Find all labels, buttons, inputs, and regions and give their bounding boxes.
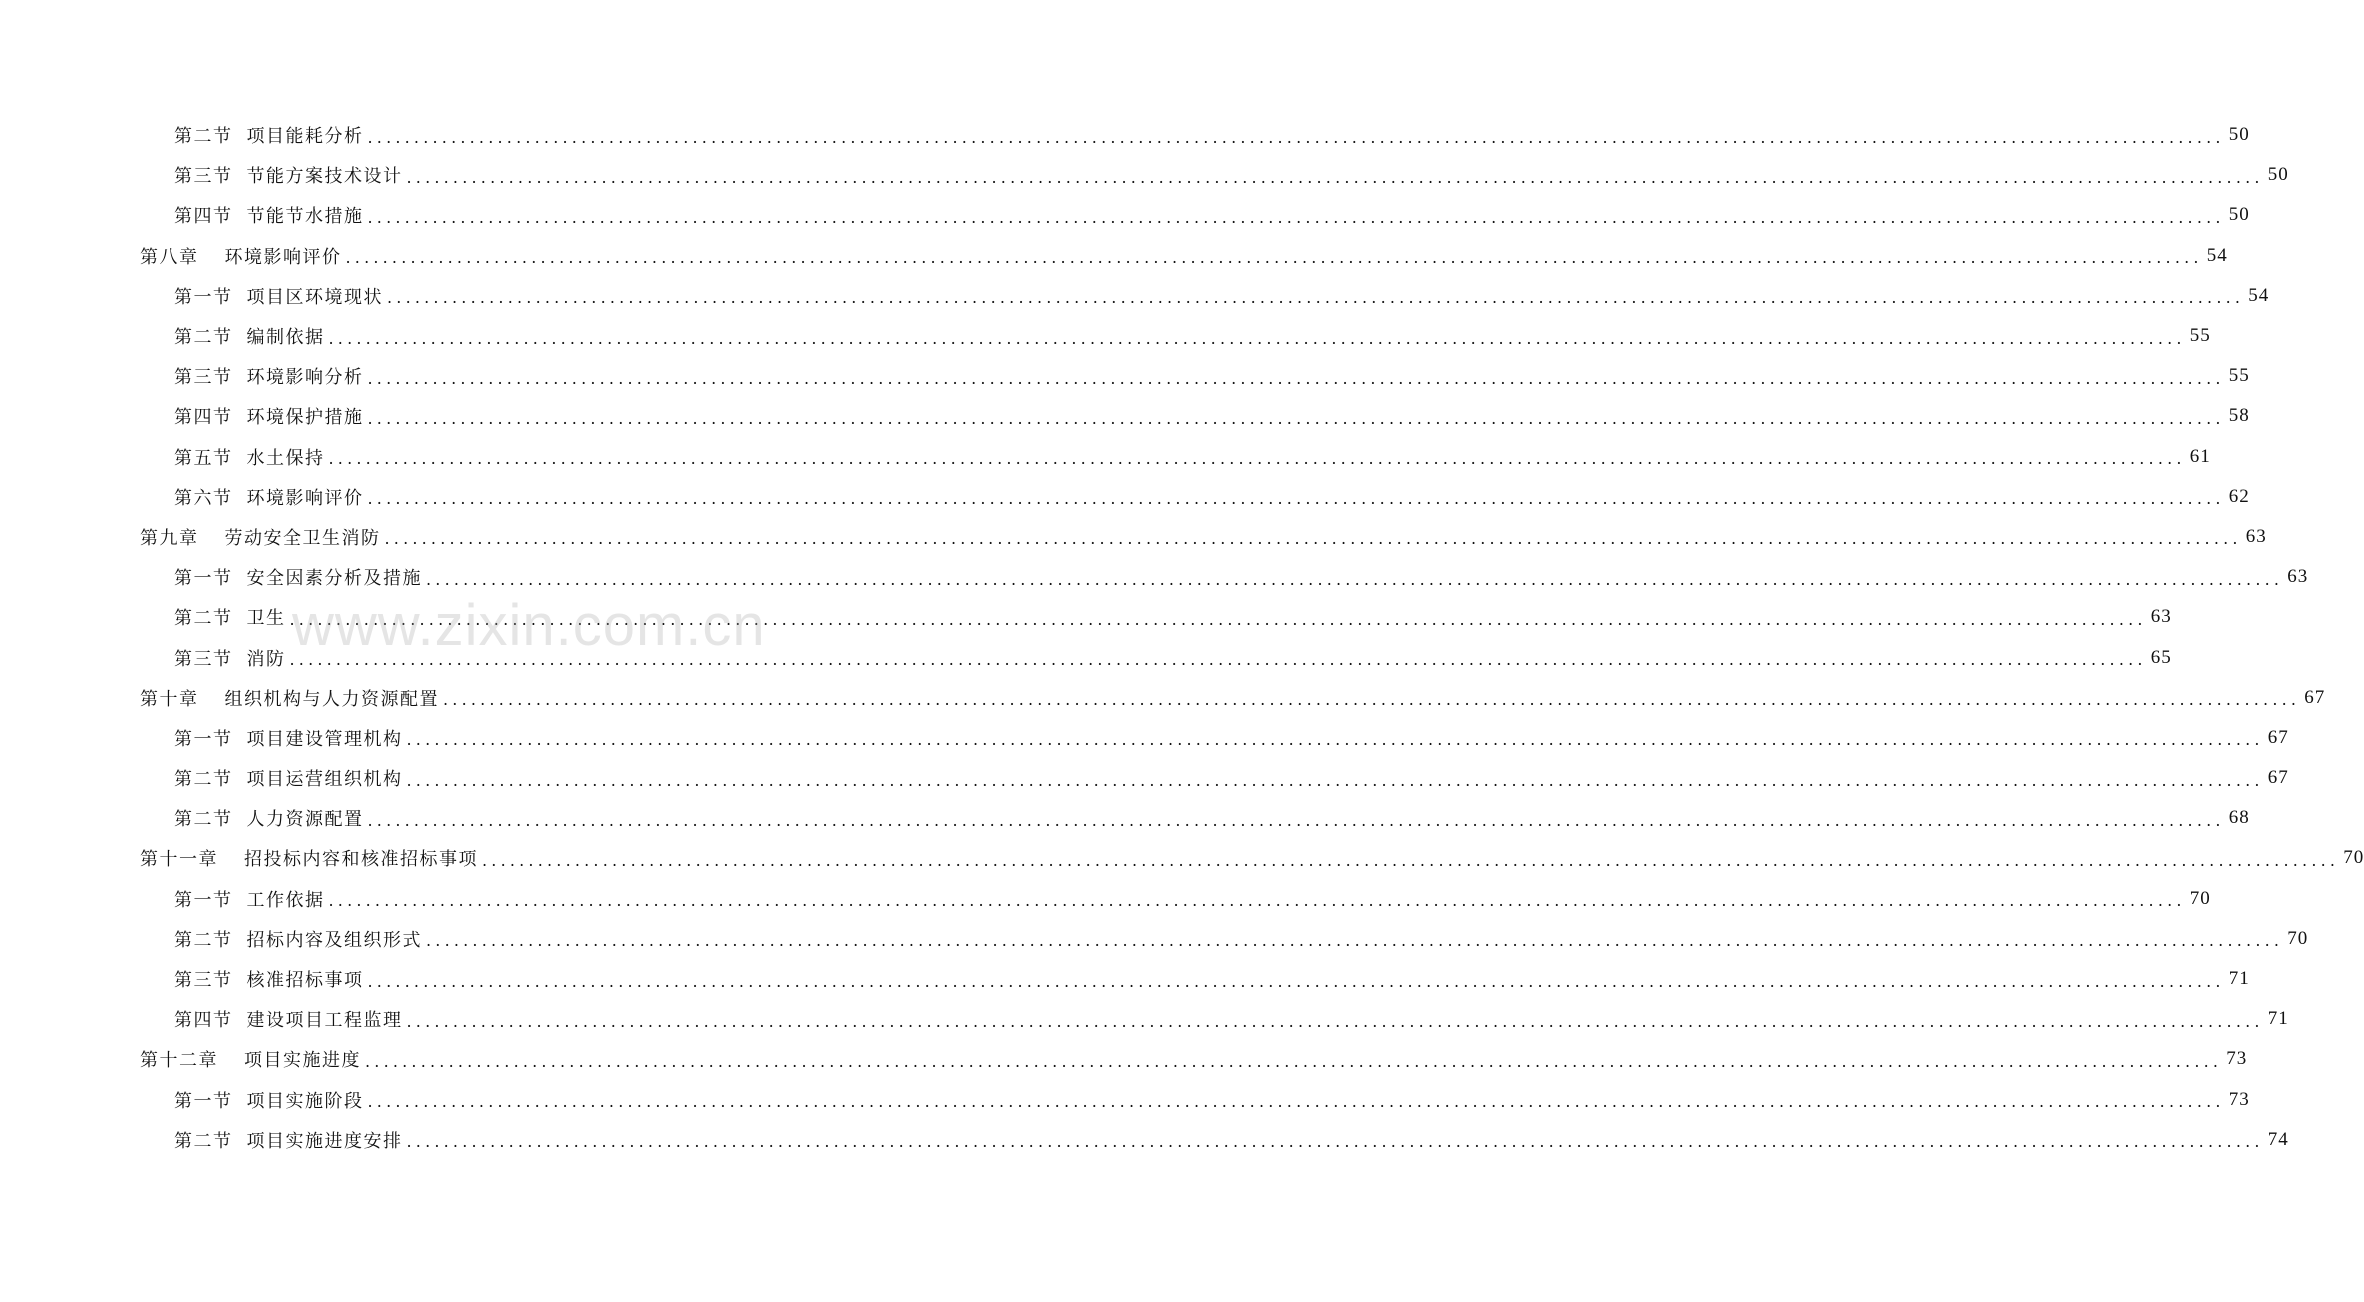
toc-entry-number: 第九章 [140, 527, 199, 549]
toc-section-entry[interactable] [0, 316, 2211, 356]
table-of-contents [0, 115, 2364, 1160]
toc-section-entry[interactable] [0, 276, 2270, 316]
toc-entry-title: 建设项目工程监理 [246, 1010, 403, 1032]
toc-entry-number: 第五节 [174, 447, 233, 469]
toc-entry-number: 第八章 [140, 246, 199, 268]
toc-page-number: 71 [2228, 968, 2250, 990]
toc-entry-number: 第二节 [174, 809, 233, 831]
toc-page-number: 71 [2267, 1008, 2289, 1030]
toc-entry-title: 节能方案技术设计 [246, 166, 403, 188]
toc-entry-number: 第十二章 [140, 1050, 218, 1072]
toc-dot-leader: ........................................................................................................................................................................................................ [406, 770, 2264, 790]
toc-page-number: 67 [2267, 726, 2289, 748]
toc-page-number: 50 [2228, 124, 2250, 146]
toc-entry-title: 卫生 [246, 608, 286, 630]
toc-entry-title: 消防 [246, 648, 286, 670]
toc-section-entry[interactable] [0, 1080, 2250, 1120]
toc-section-entry[interactable] [0, 437, 2211, 477]
toc-section-entry[interactable] [0, 195, 2250, 235]
toc-entry-title: 项目实施阶段 [246, 1090, 364, 1112]
toc-dot-leader: ........................................................................................................................................................................................................ [406, 167, 2264, 187]
toc-entry-number: 第四节 [174, 407, 233, 429]
toc-dot-leader: ........................................................................................................................................................................................................ [443, 690, 2301, 710]
toc-page-number: 65 [2150, 646, 2172, 668]
toc-entry-title: 核准招标事项 [246, 970, 364, 992]
toc-entry-title: 项目实施进度 [244, 1050, 361, 1072]
toc-entry-number: 第二节 [174, 769, 233, 791]
toc-entry-title: 环境影响评价 [246, 487, 364, 509]
toc-section-entry[interactable] [0, 798, 2250, 838]
toc-dot-leader: ........................................................................................................................................................................................................ [367, 408, 2225, 428]
toc-dot-leader: ........................................................................................................................................................................................................ [345, 248, 2203, 268]
toc-entry-number: 第二节 [174, 327, 233, 349]
watermark: www.zixin.com.cn [292, 593, 766, 658]
toc-entry-title: 环境影响评价 [224, 246, 342, 268]
toc-entry-number: 第二节 [174, 1130, 233, 1152]
toc-page-number: 73 [2228, 1088, 2250, 1110]
toc-page-number: 63 [2150, 606, 2172, 628]
toc-section-entry[interactable] [0, 115, 2250, 155]
toc-entry-number: 第一节 [174, 889, 233, 911]
toc-entry-number: 第四节 [174, 1010, 233, 1032]
toc-section-entry[interactable] [0, 919, 2309, 959]
toc-dot-leader: ........................................................................................................................................................................................................ [426, 569, 2284, 589]
toc-page-number: 54 [2248, 284, 2270, 306]
toc-entry-number: 第四节 [174, 206, 233, 228]
toc-dot-leader: ........................................................................................................................................................................................................ [367, 971, 2225, 991]
toc-page-number: 61 [2189, 445, 2211, 467]
toc-page-number: 55 [2228, 365, 2250, 387]
toc-entry-number: 第一节 [174, 728, 233, 750]
toc-entry-number: 第十一章 [140, 849, 218, 871]
toc-section-entry[interactable] [0, 999, 2289, 1039]
toc-entry-title: 工作依据 [246, 889, 325, 911]
toc-entry-title: 水土保持 [246, 447, 325, 469]
toc-chapter-entry[interactable] [0, 678, 2326, 718]
toc-entry-title: 招标内容及组织形式 [246, 929, 422, 951]
toc-entry-title: 项目建设管理机构 [246, 728, 403, 750]
toc-entry-number: 第三节 [174, 970, 233, 992]
toc-entry-title: 项目实施进度安排 [246, 1130, 403, 1152]
toc-section-entry[interactable] [0, 356, 2250, 396]
toc-section-entry[interactable] [0, 557, 2309, 597]
toc-page-number: 67 [2267, 767, 2289, 789]
toc-section-entry[interactable] [0, 597, 2172, 637]
toc-dot-leader: ........................................................................................................................................................................................................ [328, 328, 2186, 348]
toc-page-number: 70 [2343, 847, 2364, 869]
toc-entry-number: 第一节 [174, 286, 233, 308]
toc-dot-leader: ........................................................................................................................................................................................................ [367, 1092, 2225, 1112]
toc-page-number: 63 [2245, 525, 2267, 547]
toc-entry-number: 第三节 [174, 166, 233, 188]
toc-entry-title: 组织机构与人力资源配置 [224, 688, 439, 710]
toc-entry-number: 第三节 [174, 648, 233, 670]
toc-entry-title: 环境影响分析 [246, 367, 364, 389]
toc-page-number: 73 [2226, 1048, 2248, 1070]
toc-entry-number: 第二节 [174, 608, 233, 630]
toc-dot-leader: ........................................................................................................................................................................................................ [406, 1132, 2264, 1152]
toc-chapter-entry[interactable] [0, 236, 2228, 276]
toc-entry-title: 项目能耗分析 [246, 126, 364, 148]
toc-entry-number: 第一节 [174, 1090, 233, 1112]
toc-page-number: 58 [2228, 405, 2250, 427]
toc-section-entry[interactable] [0, 477, 2250, 517]
toc-dot-leader: ........................................................................................................................................................................................................ [482, 850, 2340, 870]
toc-page-number: 62 [2228, 485, 2250, 507]
toc-entry-number: 第十章 [140, 688, 199, 710]
toc-dot-leader: ........................................................................................................................................................................................................ [289, 609, 2147, 629]
toc-entry-number: 第二节 [174, 126, 233, 148]
toc-entry-number: 第一节 [174, 568, 233, 590]
toc-section-entry[interactable] [0, 718, 2289, 758]
toc-entry-title: 节能节水措施 [246, 206, 364, 228]
toc-section-entry[interactable] [0, 959, 2250, 999]
toc-entry-number: 第六节 [174, 487, 233, 509]
toc-page-number: 54 [2206, 244, 2228, 266]
toc-dot-leader: ........................................................................................................................................................................................................ [367, 127, 2225, 147]
toc-chapter-entry[interactable] [0, 517, 2267, 557]
toc-page-number: 50 [2228, 204, 2250, 226]
toc-page-number: 74 [2267, 1128, 2289, 1150]
toc-section-entry[interactable] [0, 879, 2211, 919]
toc-page-number: 67 [2304, 686, 2326, 708]
toc-dot-leader: ........................................................................................................................................................................................................ [365, 1051, 2223, 1071]
toc-page-number: 70 [2189, 887, 2211, 909]
toc-section-entry[interactable] [0, 396, 2250, 436]
toc-dot-leader: ........................................................................................................................................................................................................ [426, 931, 2284, 951]
toc-page-number: 50 [2267, 164, 2289, 186]
toc-dot-leader: ........................................................................................................................................................................................................ [367, 810, 2225, 830]
toc-section-entry[interactable] [0, 1120, 2289, 1160]
toc-chapter-entry[interactable] [0, 1039, 2248, 1079]
toc-entry-title: 编制依据 [246, 327, 325, 349]
toc-page-number: 68 [2228, 807, 2250, 829]
toc-entry-number: 第三节 [174, 367, 233, 389]
toc-dot-leader: ........................................................................................................................................................................................................ [367, 207, 2225, 227]
toc-entry-title: 项目区环境现状 [246, 286, 383, 308]
toc-dot-leader: ........................................................................................................................................................................................................ [289, 650, 2147, 670]
toc-dot-leader: ........................................................................................................................................................................................................ [367, 368, 2225, 388]
toc-chapter-entry[interactable] [0, 838, 2364, 878]
toc-dot-leader: ........................................................................................................................................................................................................ [406, 730, 2264, 750]
toc-entry-title: 安全因素分析及措施 [246, 568, 422, 590]
toc-entry-title: 环境保护措施 [246, 407, 364, 429]
toc-page-number: 70 [2287, 927, 2309, 949]
toc-entry-title: 招投标内容和核准招标事项 [244, 849, 478, 871]
toc-entry-title: 项目运营组织机构 [246, 769, 403, 791]
toc-section-entry[interactable] [0, 758, 2289, 798]
toc-page-number: 55 [2189, 325, 2211, 347]
toc-section-entry[interactable] [0, 637, 2172, 677]
toc-page-number: 63 [2287, 566, 2309, 588]
toc-section-entry[interactable] [0, 155, 2289, 195]
toc-dot-leader: ........................................................................................................................................................................................................ [384, 529, 2242, 549]
toc-entry-title: 人力资源配置 [246, 809, 364, 831]
toc-dot-leader: ........................................................................................................................................................................................................ [367, 489, 2225, 509]
toc-dot-leader: ........................................................................................................................................................................................................ [406, 1011, 2264, 1031]
toc-dot-leader: ........................................................................................................................................................................................................ [387, 288, 2245, 308]
toc-entry-number: 第二节 [174, 929, 233, 951]
toc-dot-leader: ........................................................................................................................................................................................................ [328, 449, 2186, 469]
toc-entry-title: 劳动安全卫生消防 [224, 527, 381, 549]
toc-dot-leader: ........................................................................................................................................................................................................ [328, 891, 2186, 911]
